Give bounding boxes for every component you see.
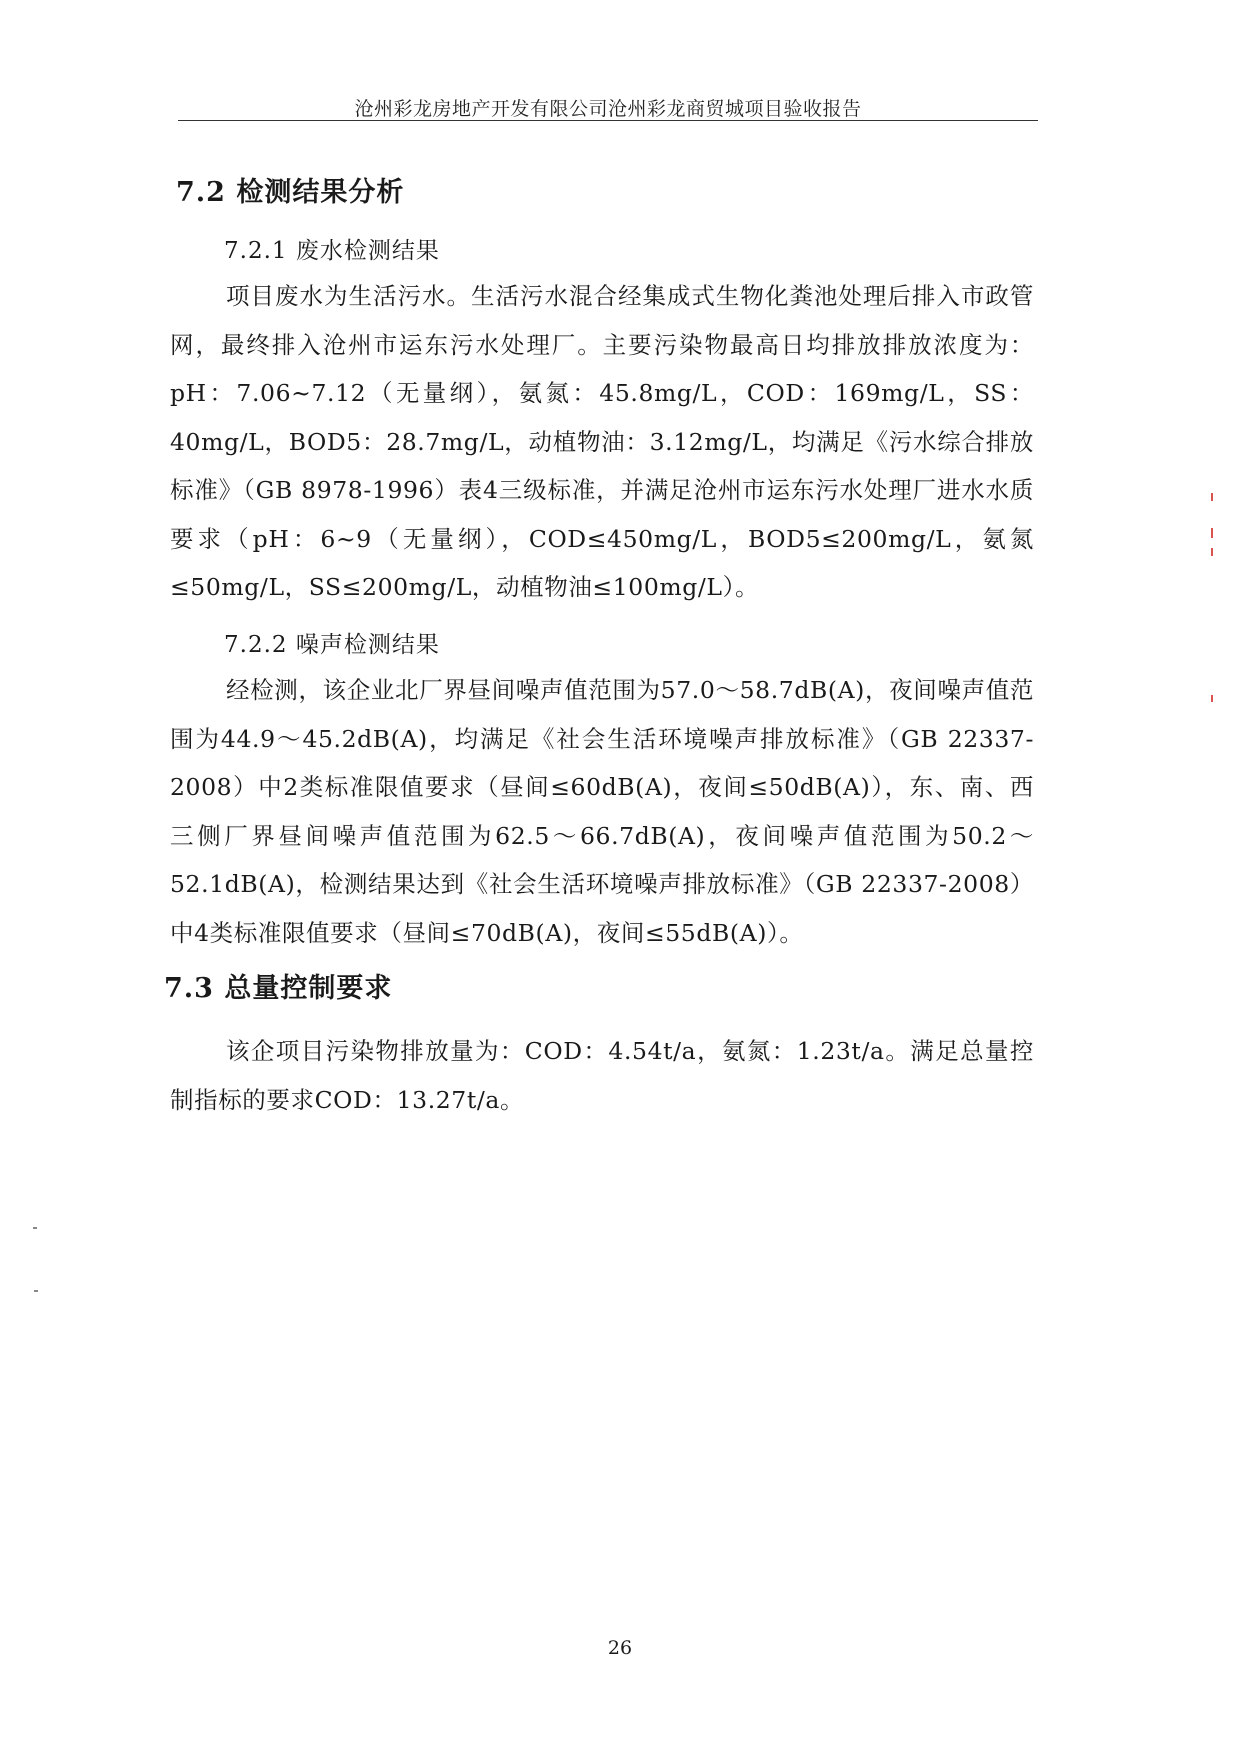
scan-speck	[34, 1290, 38, 1292]
running-header: 沧州彩龙房地产开发有限公司沧州彩龙商贸城项目验收报告	[354, 98, 862, 120]
scan-mark	[1211, 695, 1213, 702]
scan-mark	[1211, 528, 1213, 538]
header-divider	[178, 120, 1038, 121]
subsection-heading-7-2-2: 7.2.2 噪声检测结果	[224, 632, 440, 658]
scan-mark	[1211, 493, 1213, 501]
section-heading-7-2: 7.2 检测结果分析	[176, 177, 405, 208]
subsection-heading-7-2-1: 7.2.1 废水检测结果	[224, 238, 440, 264]
noise-results-paragraph: 经检测，该企业北厂界昼间噪声值范围为57.0～58.7dB(A)，夜间噪声值范围为44.9～45.2dB(A)，均满足《社会生活环境噪声排放标准》（GB 22337-2008）中2类标准限值要求（昼间≤60dB(A)，夜间≤50dB(A)），东、南、西三侧厂界昼间噪声值范围为62.5～66.7dB(A)，夜间噪声值范围为50.2～52.1dB(A)，检测结果达到《社会生活环境噪声排放标准》（GB 22337-2008）中4类标准限值要求（昼间≤70dB(A)，夜间≤55dB(A)）。	[170, 676, 1034, 947]
total-control-paragraph: 该企项目污染物排放量为：COD：4.54t/a，氨氮：1.23t/a。满足总量控制指标的要求COD：13.27t/a。	[170, 1037, 1034, 1114]
section-heading-7-3: 7.3 总量控制要求	[164, 973, 393, 1004]
page-number: 26	[607, 1637, 633, 1659]
wastewater-results-paragraph: 项目废水为生活污水。生活污水混合经集成式生物化粪池处理后排入市政管网，最终排入沧州市运东污水处理厂。主要污染物最高日均排放排放浓度为：pH：7.06~7.12（无量纲），氨氮：45.8mg/L，COD：169mg/L，SS：40mg/L，BOD5：28.7mg/L，动植物油：3.12mg/L，均满足《污水综合排放标准》（GB 8978-1996）表4三级标准，并满足沧州市运东污水处理厂进水水质要求（pH：6~9（无量纲），COD≤450mg/L，BOD5≤200mg/L，氨氮≤50mg/L，SS≤200mg/L，动植物油≤100mg/L）。	[170, 282, 1034, 601]
scan-speck	[33, 1227, 37, 1229]
scan-mark	[1211, 548, 1213, 556]
